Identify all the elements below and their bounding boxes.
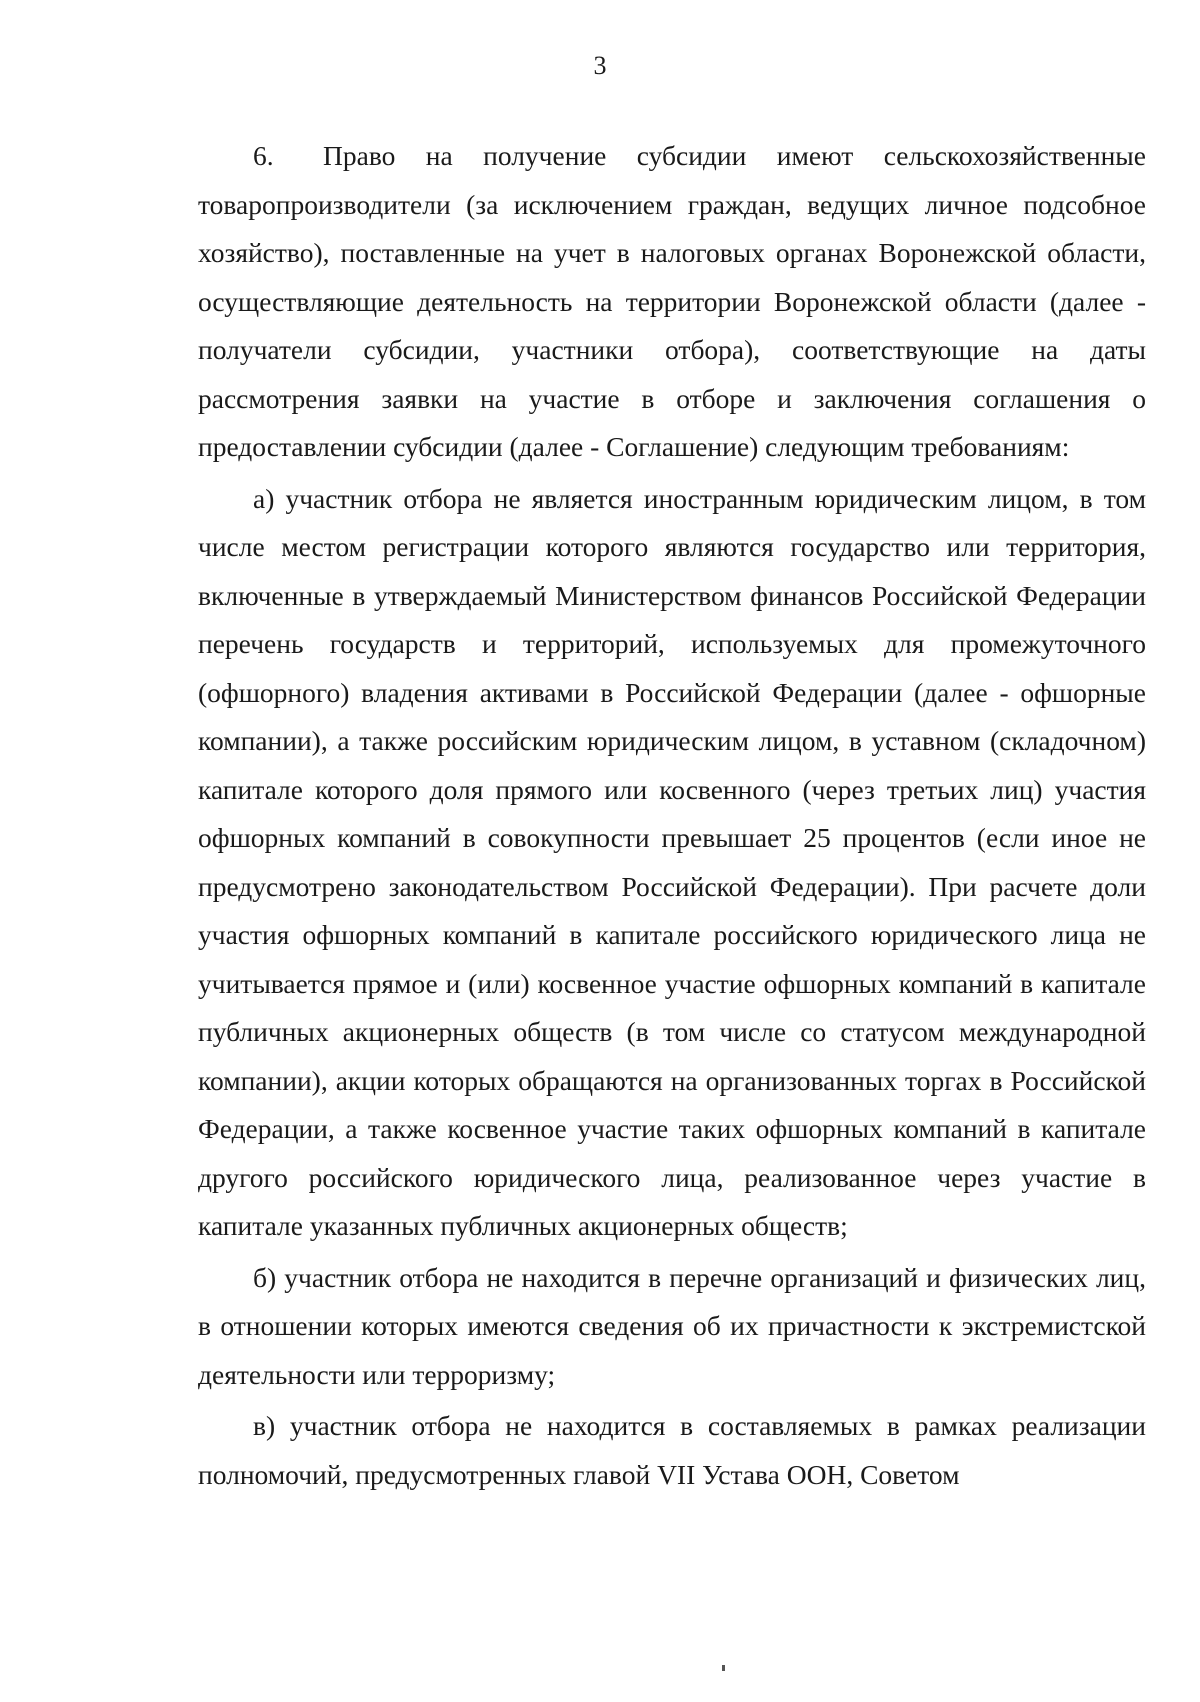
paragraph-text: Право на получение субсидии имеют сельскохозяйственные товаропроизводители (за исключением граждан, ведущих личное подсобное хозяйство), поставленные на учет в налоговых органах Воронежской области, осуществляющие деятельность на территории Воронежской области (далее - получатели субсидии, участники отбора), соответствующие на даты рассмотрения заявки на участие в отборе и заключения соглашения о предоставлении субсидии (далее - Соглашение) следующим требованиям:: [198, 140, 1146, 462]
page-number: 3: [593, 51, 607, 80]
paragraph-6: [198, 132, 1146, 472]
paragraph-b: б) участник отбора не находится в перечне организаций и физических лиц, в отношении которых имеются сведения об их причастности к экстремистской деятельности или терроризму;: [198, 1261, 1146, 1390]
paragraph-a: а) участник отбора не является иностранным юридическим лицом, в том числе местом регистрации которого являются государство или территория, включенные в утверждаемый Министерством финансов Российской Федерации перечень государств и территорий, используемых для промежуточного (офшорного) владения активами в Российской Федерации (далее - офшорные компании), а также российским юридическим лицом, в уставном (складочном) капитале которого доля прямого или косвенного (через третьих лиц) участия офшорных компаний в совокупности превышает 25 процентов (если иное не предусмотрено законодательством Российской Федерации). При расчете доли участия офшорных компаний в капитале российского юридического лица не учитывается прямое и (или) косвенное участие офшорных компаний в капитале публичных акционерных обществ (в том числе со статусом международной компании), акции которых обращаются на организованных торгах в Российской Федерации, а также косвенное участие таких офшорных компаний в капитале другого российского юридического лица, реализованное через участие в капитале указанных публичных акционерных обществ;: [198, 482, 1146, 1241]
document-body: [198, 132, 1146, 1499]
scan-speck: [722, 1665, 725, 1671]
paragraph-v: в) участник отбора не находится в составляемых в рамках реализации полномочий, предусмотренных главой VII Устава ООН, Советом: [198, 1410, 1146, 1490]
paragraph-number: 6.: [253, 140, 274, 171]
